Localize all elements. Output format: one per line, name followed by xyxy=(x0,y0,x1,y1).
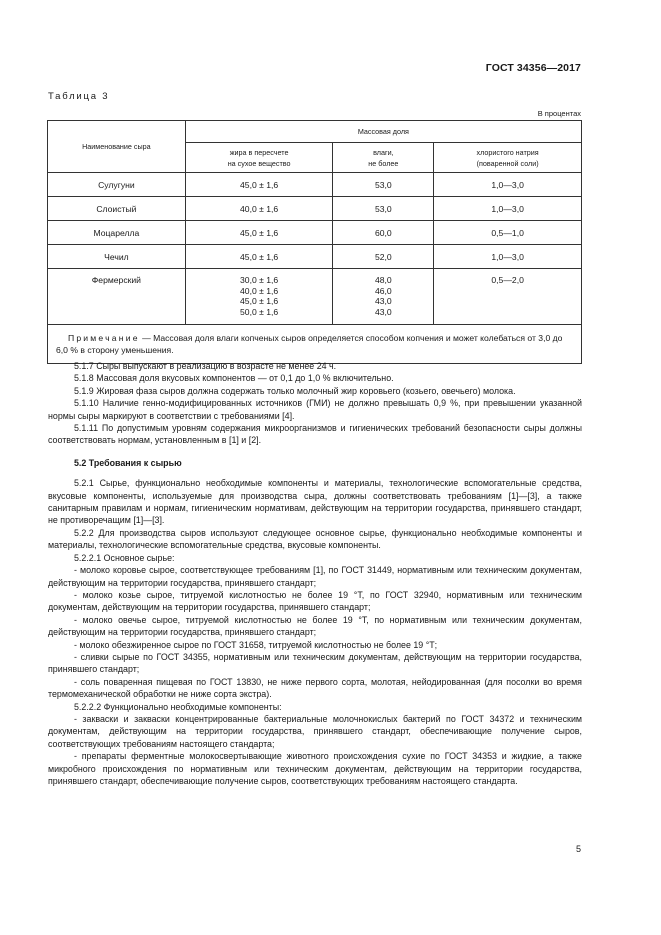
paragraph: 5.1.9 Жировая фаза сыров должна содержать только молочный жир коровьего (козьего, овечьего) молока. xyxy=(74,385,516,396)
standard-header: ГОСТ 34356—2017 xyxy=(485,62,581,74)
cheese-composition-table xyxy=(47,120,582,364)
col-header-group: Массовая доля xyxy=(185,121,581,143)
list-item: - молоко коровье сырое, соответствующее требованиям [1], по ГОСТ 31449, нормативным или техническим документам, действующим на территории государства, принявшего стандарт; xyxy=(48,565,582,588)
list-item: - молоко овечье сырое, титруемой кислотностью не более 19 °Т, по нормативным или техническим документам, действующим на территории государства, принявшего стандарт; xyxy=(48,614,582,638)
note-label: Примечание xyxy=(67,332,140,343)
list-item: - соль поваренная пищевая по ГОСТ 13830, не ниже первого сорта, молотая, нейодированная (для посолки во время термомеханической обработки не ниже сорта экстра). xyxy=(48,676,582,700)
list-item: - сливки сырые по ГОСТ 34355, нормативным или техническим документам, действующим на территории государства, принявшего стандарт; xyxy=(48,651,582,675)
body-text xyxy=(48,360,582,787)
table-units: В процентах xyxy=(537,109,581,118)
list-item: - молоко обезжиренное сырое по ГОСТ 31658, титруемой кислотностью не более 19 °Т; xyxy=(74,639,438,650)
paragraph: 5.1.10 Наличие генно-модифицированных источников (ГМИ) не должно превышать 0,9 %, при превышении указанной нормы сыры маркируют в соответствии с требованиями [4]. xyxy=(48,398,582,421)
paragraph: 5.2.2.1 Основное сырье: xyxy=(74,552,175,563)
paragraph: 5.2.1 Сырье, функционально необходимые компоненты и материалы, технологические вспомогательные средства, вкусовые компоненты, используемые для производства сыра, должны соответствовать требованиям [1]—[3], а также санитарным правилам и нормам, гигиеническим нормативам, действующим на территории государства, принявшего стандарт, не противоречащим [1]—[3]. xyxy=(48,478,582,526)
note-text: — Массовая доля влаги копченых сыров определяется способом копчения и может колебаться от 3,0 до 6,0 % в сторону уменьшения. xyxy=(56,332,563,355)
table-row: Слоистый 40,0 ± 1,6 53,0 1,0—3,0 xyxy=(48,197,582,221)
paragraph: 5.1.8 Массовая доля вкусовых компонентов — от 0,1 до 1,0 % включительно. xyxy=(74,373,394,384)
col-header-name: Наименование сыра xyxy=(48,121,186,173)
paragraph: 5.2.2 Для производства сыров используют следующее основное сырье, функционально необходимые компоненты и материалы, технологические вспомогательные средства, вкусовые компоненты. xyxy=(48,527,582,551)
col-header-moisture: влаги, не более xyxy=(333,143,434,173)
table-row: Моцарелла 45,0 ± 1,6 60,0 0,5—1,0 xyxy=(48,221,582,245)
list-item: - закваски и закваски концентрированные бактериальные молочнокислых бактерий по ГОСТ 34372 и техническим документам, действующим на территории государства, принявшего стандарт, обеспечивающие получение сыров, соответствующих требованиям настоящего стандарта; xyxy=(48,713,582,749)
list-item: - препараты ферментные молокосвертывающие животного происхождения сухие по ГОСТ 34353 и жидкие, а также микробного происхождения по нормативным или техническим документам, действующим на территории государства, принявшего стандарт, обеспечивающие получение сыров, соответствующих требованиям настоящего стандарта. xyxy=(48,751,582,786)
paragraph: 5.2.2.2 Функционально необходимые компоненты: xyxy=(74,701,282,712)
table-row-farmer: Фермерский 30,0 ± 1,6 40,0 ± 1,6 45,0 ± 1,6 50,0 ± 1,6 48,0 46,0 43,0 43,0 0,5—2,0 xyxy=(48,269,582,325)
table-row: Сулугуни 45,0 ± 1,6 53,0 1,0—3,0 xyxy=(48,173,582,197)
table-note xyxy=(48,325,582,364)
col-header-fat: жира в пересчете на сухое вещество xyxy=(185,143,333,173)
paragraph: 5.1.7 Сыры выпускают в реализацию в возрасте не менее 24 ч. xyxy=(74,361,337,371)
paragraph: 5.1.11 По допустимым уровням содержания микроорганизмов и гигиенических требований безопасности сыры должны соответствовать нормам, установленным в [1] и [2]. xyxy=(48,423,582,446)
list-item: - молоко козье сырое, титруемой кислотностью не более 19 °Т, по ГОСТ 32940, нормативным или техническим документам, действующим на территории государства, принявшего стандарт; xyxy=(48,589,582,613)
section-title: 5.2 Требования к сырью xyxy=(74,457,182,468)
table-row: Чечил 45,0 ± 1,6 52,0 1,0—3,0 xyxy=(48,245,582,269)
page-number: 5 xyxy=(575,844,581,854)
col-header-salt: хлористого натрия (поваренной соли) xyxy=(434,143,582,173)
table-caption: Таблица 3 xyxy=(48,91,110,102)
